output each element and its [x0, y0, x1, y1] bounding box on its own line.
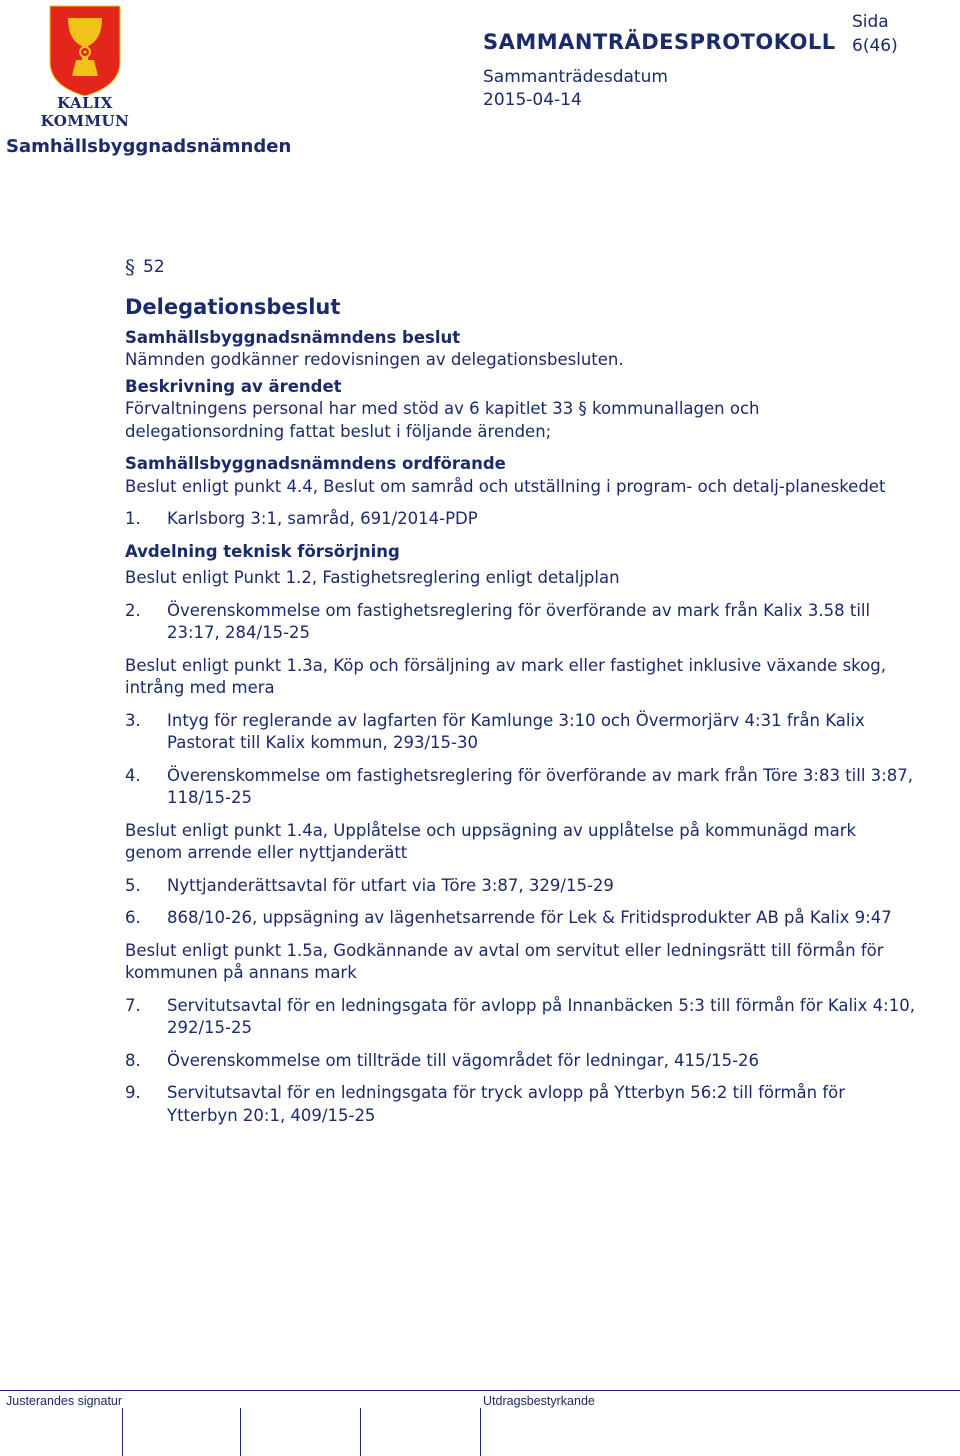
list-item-text: Överenskommelse om fastighetsreglering för överförande av mark från Kalix 3.58 till 23:17, 284/15-25 — [167, 600, 871, 642]
page-number: 6(46) — [852, 36, 898, 56]
list-item-text: Servitutsavtal för en ledningsgata för tryck avlopp på Ytterbyn 56:2 till förmån för Ytterbyn 20:1, 409/15-25 — [167, 1083, 846, 1125]
dept-heading: Avdelning teknisk försörjning — [125, 541, 400, 561]
list-item — [125, 600, 915, 645]
decision-heading: Samhällsbyggnadsnämndens beslut — [125, 327, 461, 347]
signature-box-divider — [240, 1408, 241, 1456]
section-title: Delegationsbeslut — [125, 294, 341, 319]
signature-footer — [0, 1390, 960, 1456]
list-item-number: 4. — [125, 765, 141, 785]
list-item-number: 2. — [125, 600, 141, 620]
footer-divider — [0, 1390, 960, 1391]
paragraph-number-value: 52 — [143, 257, 165, 277]
point-1-4a: Beslut enligt punkt 1.4a, Upplåtelse och uppsägning av upplåtelse på kommunägd mark genom arrende eller nyttjanderätt — [125, 820, 857, 862]
list-item-number: 1. — [125, 509, 141, 528]
kalix-kommun-logo — [10, 4, 160, 130]
list-item — [125, 508, 915, 531]
list-item-number: 5. — [125, 875, 141, 895]
list-item — [125, 1050, 915, 1073]
list-item — [125, 995, 915, 1040]
list-item-text: Nyttjanderättsavtal för utfart via Töre 3:87, 329/15-29 — [167, 875, 614, 895]
committee-name: Samhällsbyggnadsnämnden — [6, 136, 292, 157]
list-item-number: 9. — [125, 1083, 141, 1102]
list-item — [125, 1082, 915, 1127]
list-item-text: Servitutsavtal för en ledningsgata för avlopp på Innanbäcken 5:3 till förmån för Kalix 4:10, 292/15-25 — [167, 995, 915, 1037]
point-1-2: Beslut enligt Punkt 1.2, Fastighetsreglering enligt detaljplan — [125, 568, 620, 587]
description-heading: Beskrivning av ärendet — [125, 376, 342, 396]
signature-box-divider — [360, 1408, 361, 1456]
list-item-text: Intyg för reglerande av lagfarten för Kamlunge 3:10 och Övermorjärv 4:31 från Kalix Pastorat till Kalix kommun, 293/15-30 — [167, 710, 865, 752]
signature-box-divider — [480, 1408, 481, 1456]
list-item-text: Karlsborg 3:1, samråd, 691/2014-PDP — [167, 509, 478, 528]
list-item-number: 6. — [125, 908, 141, 927]
list-item — [125, 875, 915, 898]
point-1-5a: Beslut enligt punkt 1.5a, Godkännande av avtal om servitut eller ledningsrätt till förmån för kommunen på annans mark — [125, 940, 884, 982]
chair-point: Beslut enligt punkt 4.4, Beslut om samråd och utställning i program- och detalj-planeskedet — [125, 476, 886, 496]
chair-heading: Samhällsbyggnadsnämndens ordförande — [125, 454, 506, 473]
paragraph-number — [125, 256, 915, 279]
list-item-number: 8. — [125, 1050, 141, 1070]
list-item-number: 7. — [125, 995, 141, 1015]
protocol-content — [125, 256, 915, 1127]
list-item-number: 3. — [125, 710, 141, 730]
list-item-text: Överenskommelse om fastighetsreglering för överförande av mark från Töre 3:83 till 3:87, 118/15-25 — [167, 765, 913, 807]
decision-text: Nämnden godkänner redovisningen av delegationsbesluten. — [125, 350, 624, 369]
meeting-date: 2015-04-14 — [483, 90, 582, 110]
logo-text: KALIX KOMMUN — [40, 94, 130, 130]
list-item — [125, 765, 915, 810]
list-item-text: Överenskommelse om tillträde till vägområdet för ledningar, 415/15-26 — [167, 1050, 760, 1070]
list-item-text: 868/10-26, uppsägning av lägenhetsarrende för Lek & Fritidsprodukter AB på Kalix 9:47 — [167, 908, 892, 927]
description-text: Förvaltningens personal har med stöd av 6 kapitlet 33 § kommunallagen och delegationsordning fattat beslut i följande ärenden; — [125, 399, 760, 441]
extract-certification-label: Utdragsbestyrkande — [483, 1394, 595, 1408]
point-1-3a: Beslut enligt punkt 1.3a, Köp och försäljning av mark eller fastighet inklusive växande skog, intrång med mera — [125, 655, 886, 697]
section-sign-icon: § — [125, 255, 135, 279]
list-item — [125, 907, 915, 930]
signatures-label: Justerandes signatur — [6, 1394, 123, 1408]
signature-box-divider — [122, 1408, 123, 1456]
page-label: Sida — [852, 12, 889, 32]
meeting-date-label: Sammanträdesdatum — [483, 67, 668, 87]
document-title: SAMMANTRÄDESPROTOKOLL — [483, 30, 836, 54]
list-item — [125, 710, 915, 755]
